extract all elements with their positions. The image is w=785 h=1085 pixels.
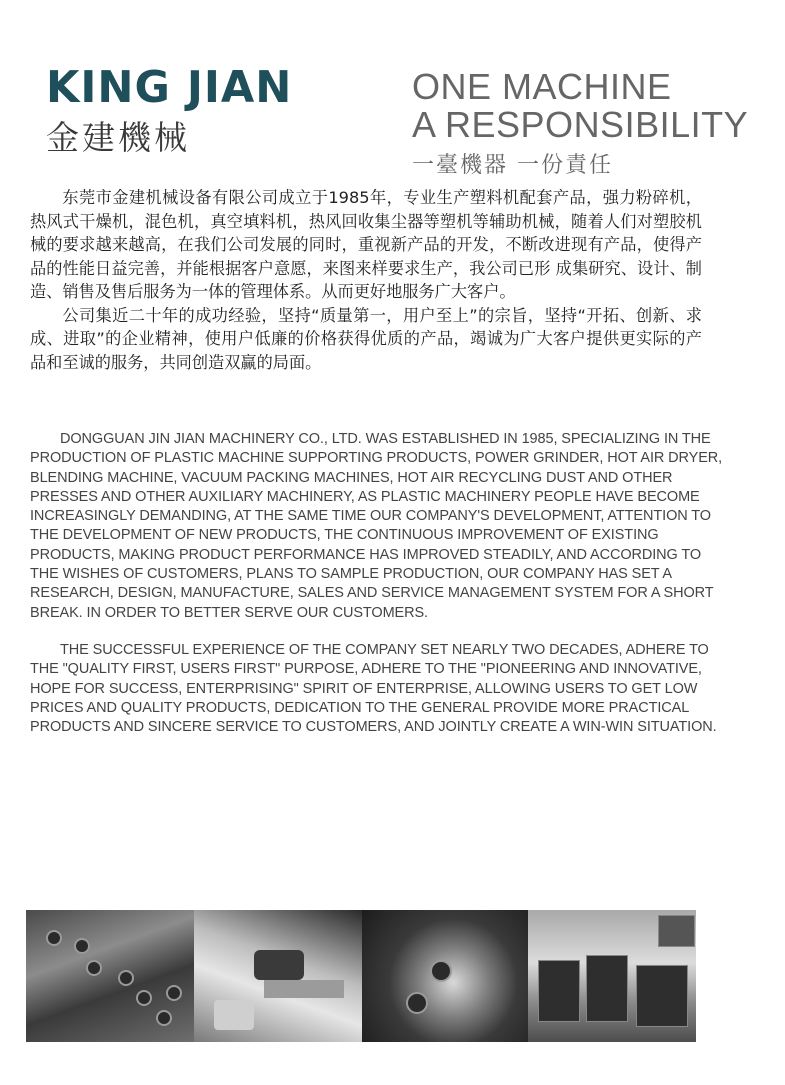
chinese-introduction (30, 186, 702, 374)
photo-valve-fitting (194, 910, 362, 1042)
logo-chinese-name: 金建機械 (46, 118, 190, 157)
english-introduction (30, 430, 730, 755)
cn-paragraph-1: 东莞市金建机械设备有限公司成立于1985年，专业生产塑料机配套产品，强力粉碎机，热风式干燥机，混色机，真空填料机，热风回收集尘器等塑机等辅助机械，随着人们对塑胶机械的要求越来越高，在我们公司发展的同时，重视新产品的开发，不断改进现有产品，使得产品的性能日益完善，并能根据客户意愿，来图来样要求生产，我公司已形 成集研究、设计、制造、销售及售后服务为一体的管理体系。从而更好地服务广大客户。 (30, 188, 702, 301)
photo-electrical-contactors (528, 910, 696, 1042)
slogan-block (412, 68, 772, 179)
machinery-photo-strip (26, 910, 696, 1042)
slogan-line-2: A RESPONSIBILITY (412, 104, 749, 145)
en-paragraph-1: DONGGUAN JIN JIAN MACHINERY CO., LTD. WAS ESTABLISHED IN 1985, SPECIALIZING IN THE PRODUCTION OF PLASTIC MACHINE SUPPORTING PRODUCTS, POWER GRINDER, HOT AIR DRYER, BLENDING MACHINE, VACUUM PACKING MACHINES, HOT AIR RECYCLING DUST AND OTHER PRESSES AND OTHER AUXILIARY MACHINERY, AS PLASTIC MACHINERY PEOPLE HAVE BECOME INCREASINGLY DEMANDING, AT THE SAME TIME OUR COMPANY'S DEVELOPMENT, ATTENTION TO THE DEVELOPMENT OF NEW PRODUCTS, THE CONTINUOUS IMPROVEMENT OF EXISTING PRODUCTS, MAKING PRODUCT PERFORMANCE HAS IMPROVED STEADILY, AND ACCORDING TO THE WISHES OF CUSTOMERS, PLANS TO SAMPLE PRODUCTION, OUR COMPANY HAS SET A RESEARCH, DESIGN, MANUFACTURE, SALES AND SERVICE MANAGEMENT SYSTEM FOR A SHORT BREAK. IN ORDER TO BETTER SERVE OUR CUSTOMERS. (30, 431, 723, 621)
cn-paragraph-2: 公司集近二十年的成功经验，坚持“质量第一，用户至上”的宗旨，坚持“开拓、创新、求成、进取”的企业精神，使用户低廉的价格获得优质的产品，竭诚为广大客户提供更实际的产品和至诚的服务，共同创造双赢的局面。 (30, 305, 702, 372)
company-logo (46, 62, 296, 157)
logo-brand-text: KING JIAN (46, 62, 293, 113)
photo-pulley-wheel (362, 910, 528, 1042)
slogan-line-1: ONE MACHINE (412, 66, 672, 107)
slogan-chinese: 一臺機器 一份責任 (412, 153, 613, 178)
photo-grinder-blades (26, 910, 194, 1042)
en-paragraph-2: THE SUCCESSFUL EXPERIENCE OF THE COMPANY SET NEARLY TWO DECADES, ADHERE TO THE "QUALITY FIRST, USERS FIRST" PURPOSE, ADHERE TO THE "PIONEERING AND INNOVATIVE, HOPE FOR SUCCESS, ENTERPRISING" SPIRIT OF ENTERPRISE, ALLOWING USERS TO GET LOW PRICES AND QUALITY PRODUCTS, DEDICATION TO THE GENERAL PROVIDE MORE PRACTICAL PRODUCTS AND SINCERE SERVICE TO CUSTOMERS, AND JOINTLY CREATE A WIN-WIN SITUATION. (30, 641, 717, 736)
